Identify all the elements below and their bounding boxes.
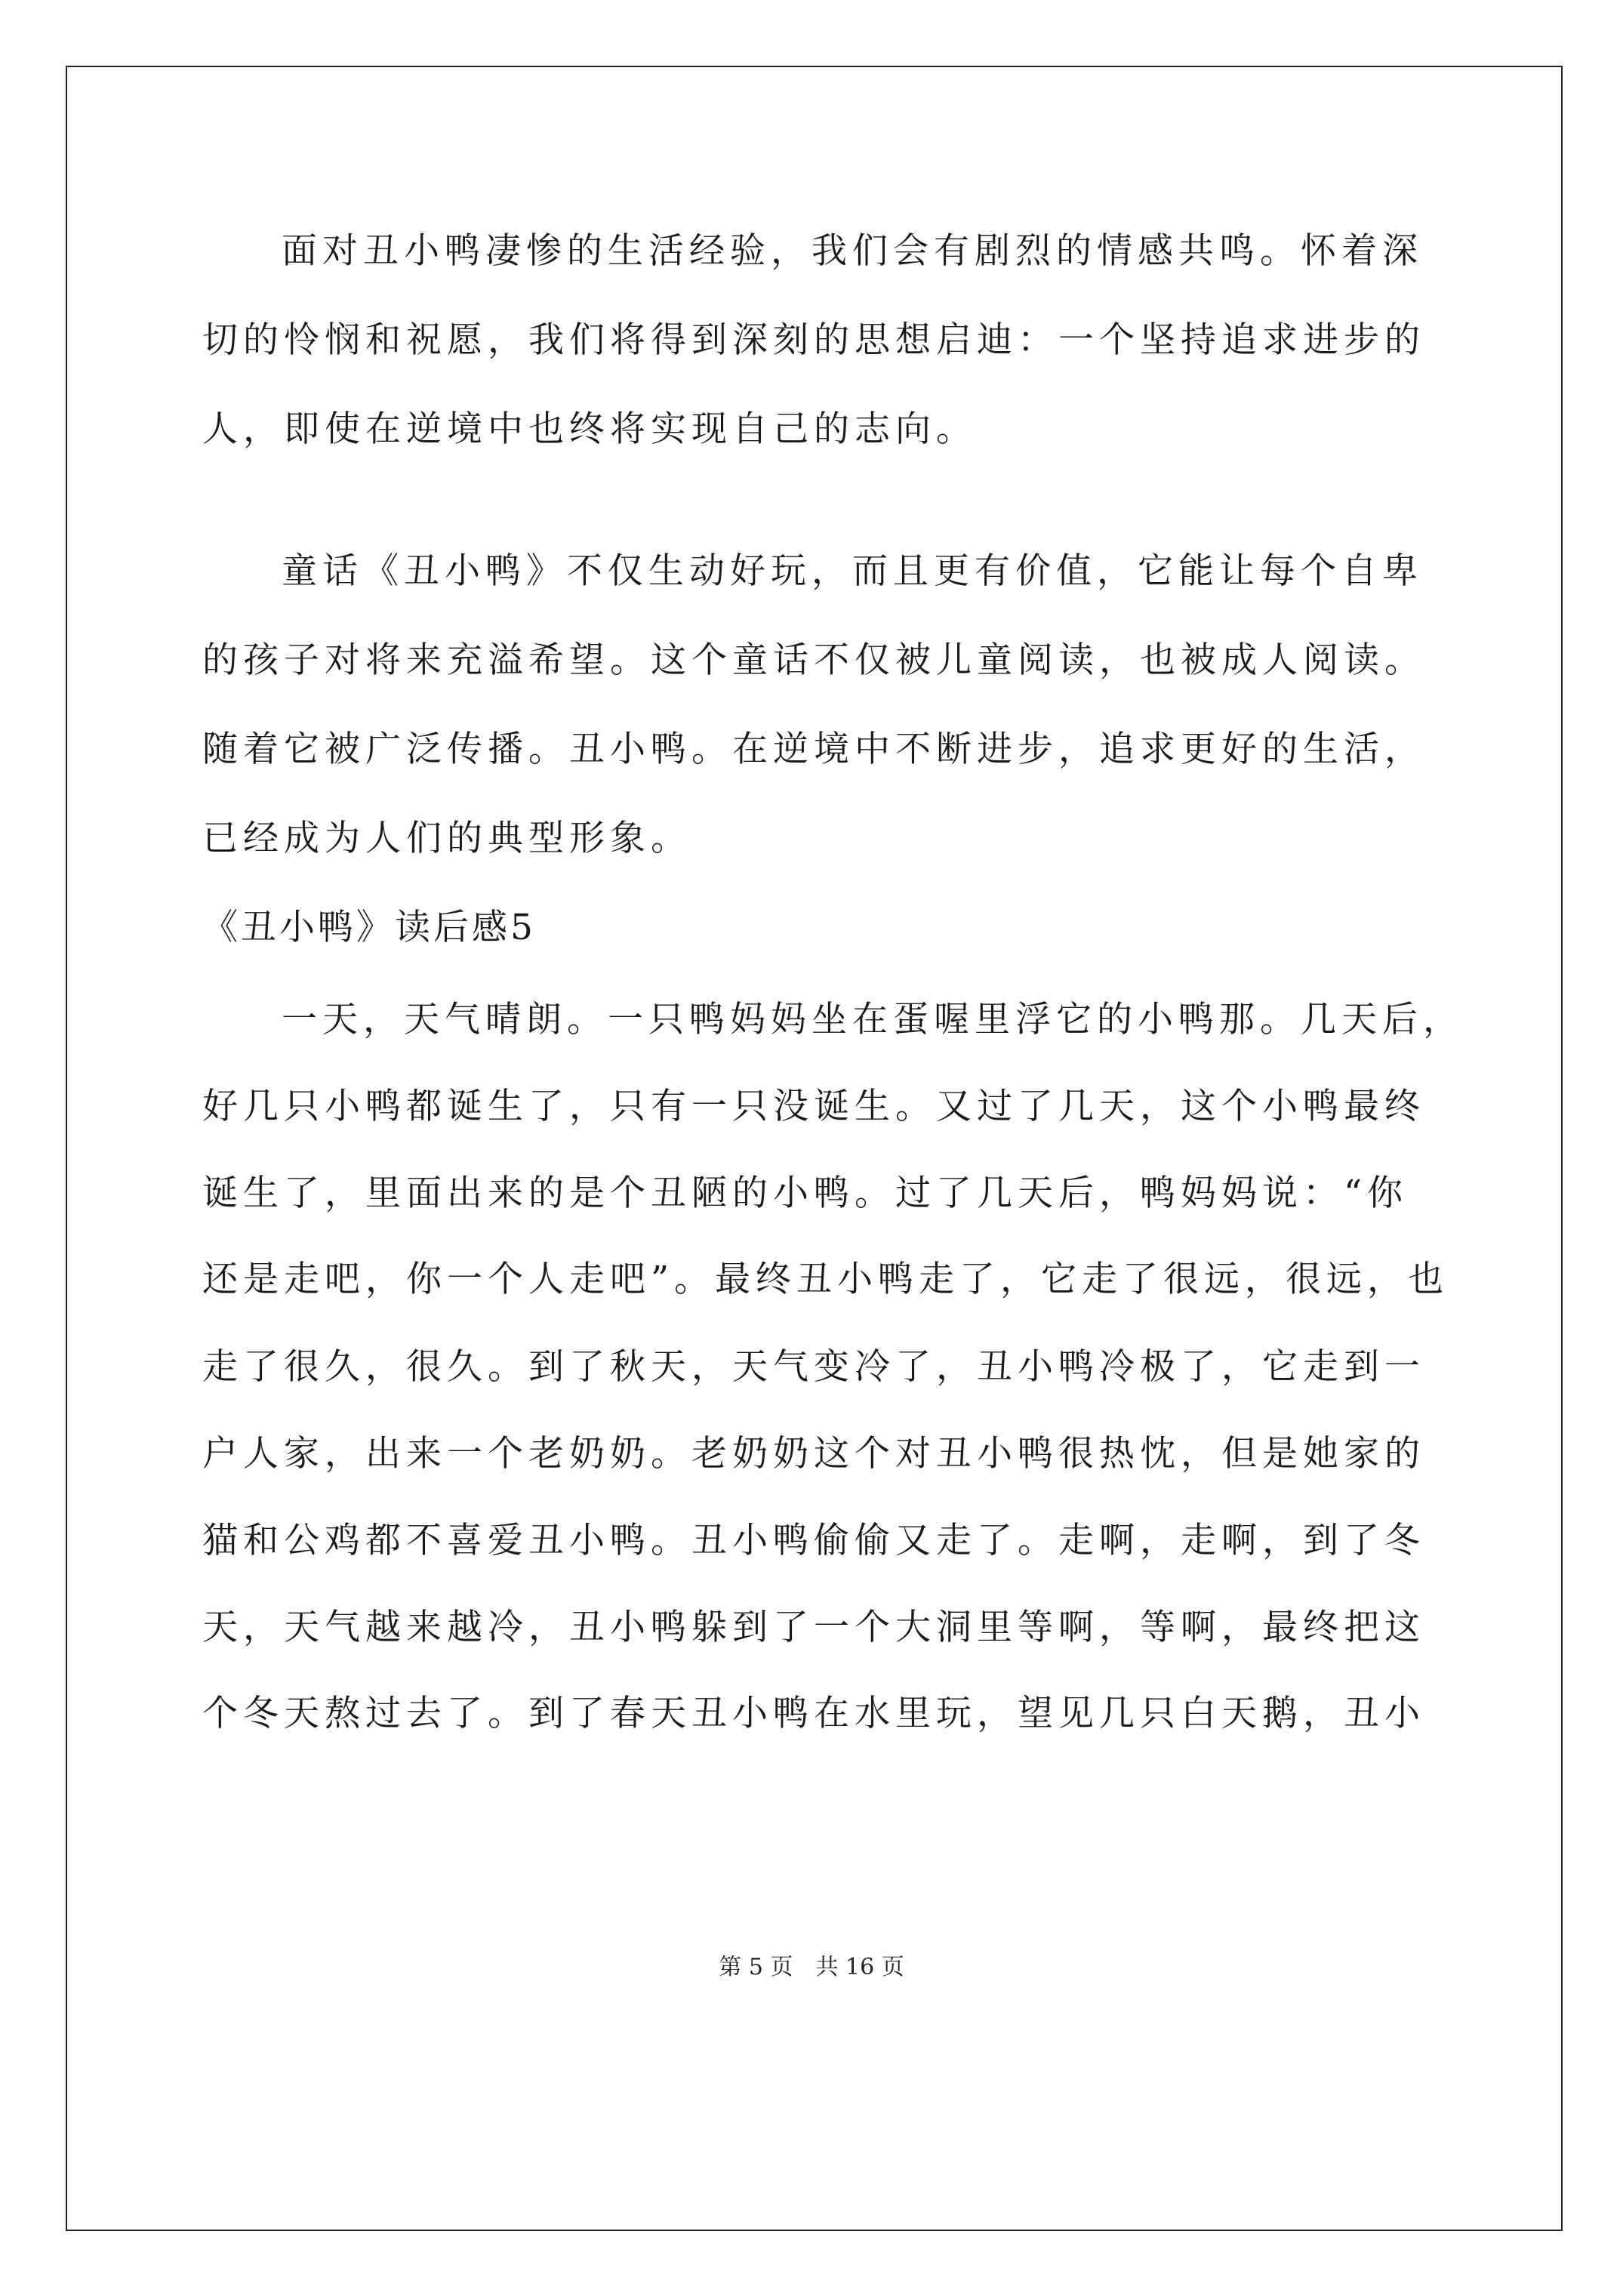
paragraph-line: 猫和公鸡都不喜爱丑小鸭。丑小鸭偷偷又走了。走啊，走啊，到了冬 bbox=[202, 1520, 1425, 1561]
section-heading: 《丑小鸭》读后感5 bbox=[202, 907, 536, 948]
paragraph-line: 一天，天气晴朗。一只鸭妈妈坐在蛋喔里浮它的小鸭那。几天后， bbox=[282, 999, 1464, 1040]
paragraph-line: 好几只小鸭都诞生了，只有一只没诞生。又过了几天，这个小鸭最终 bbox=[202, 1086, 1425, 1127]
paragraph-line: 的孩子对将来充溢希望。这个童话不仅被儿童阅读，也被成人阅读。 bbox=[202, 639, 1425, 681]
paragraph-line: 已经成为人们的典型形象。 bbox=[202, 818, 691, 859]
paragraph-line: 童话《丑小鸭》不仅生动好玩，而且更有价值，它能让每个自卑 bbox=[282, 550, 1423, 592]
paragraph-line: 切的怜悯和祝愿，我们将得到深刻的思想启迪：一个坚持追求进步的 bbox=[202, 319, 1425, 361]
paragraph-line: 天，天气越来越冷，丑小鸭躲到了一个大洞里等啊，等啊，最终把这 bbox=[202, 1607, 1425, 1648]
paragraph-line: 还是走吧，你一个人走吧”。最终丑小鸭走了，它走了很远，很远，也 bbox=[202, 1259, 1449, 1300]
page-border bbox=[66, 66, 1563, 2231]
page-number-footer: 第 5 页 共 16 页 bbox=[719, 1954, 904, 1980]
paragraph-line: 户人家，出来一个老奶奶。老奶奶这个对丑小鸭很热忱，但是她家的 bbox=[202, 1433, 1425, 1475]
paragraph-line: 随着它被广泛传播。丑小鸭。在逆境中不断进步，追求更好的生活， bbox=[202, 729, 1425, 770]
paragraph-line: 个冬天熬过去了。到了春天丑小鸭在水里玩，望见几只白天鹅，丑小 bbox=[202, 1693, 1425, 1734]
paragraph-line: 走了很久，很久。到了秋天，天气变冷了，丑小鸭冷极了，它走到一 bbox=[202, 1346, 1425, 1388]
paragraph-line: 面对丑小鸭凄惨的生活经验，我们会有剧烈的情感共鸣。怀着深 bbox=[282, 230, 1423, 272]
paragraph-line: 诞生了，里面出来的是个丑陋的小鸭。过了几天后，鸭妈妈说：“你 bbox=[202, 1173, 1409, 1214]
paragraph-line: 人，即使在逆境中也终将实现自己的志向。 bbox=[202, 408, 977, 450]
